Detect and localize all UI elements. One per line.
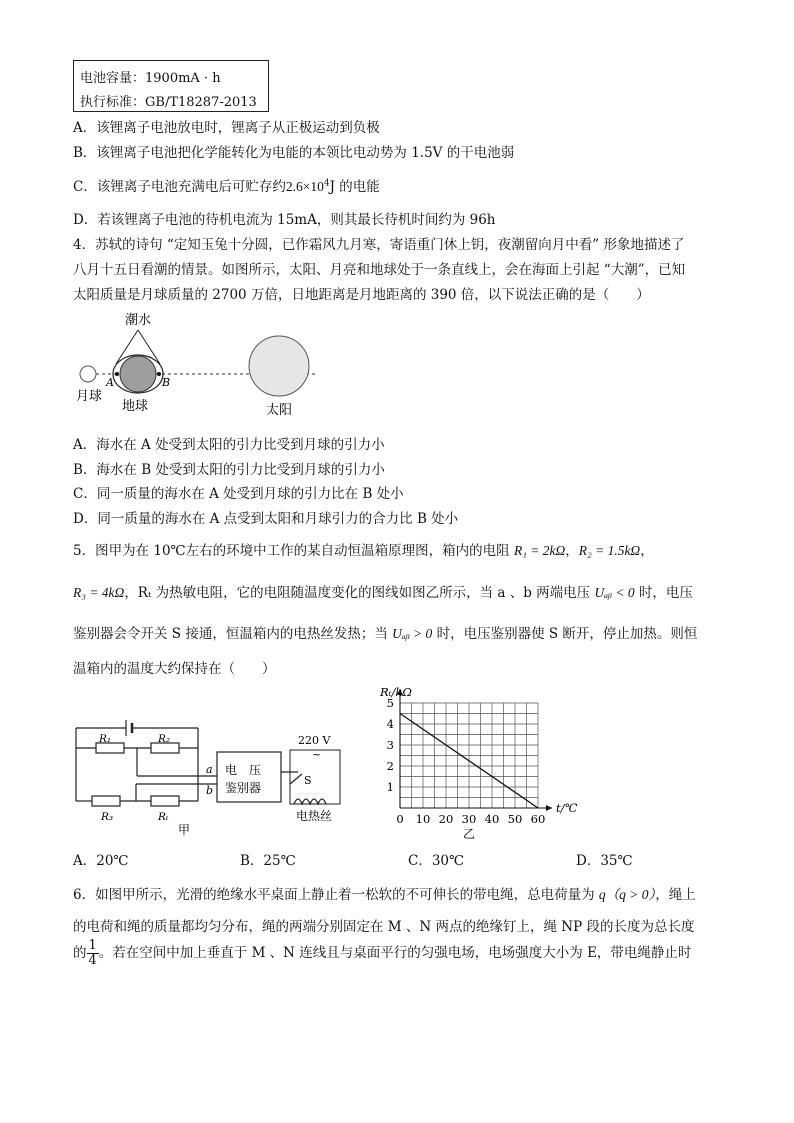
- point-b-label: B: [162, 376, 171, 389]
- heater-coil: [294, 799, 326, 804]
- moon-shape: [80, 366, 96, 382]
- earth-label: 地球: [122, 399, 149, 414]
- r1-label: R₁: [99, 733, 112, 745]
- q6-line3: [73, 939, 691, 968]
- q5-line3-end: 时，电压鉴别器使 S 断开，停止加热。则恒: [432, 626, 698, 642]
- q4-line1: 4．苏轼的诗句 “定知玉兔十分圆，已作霜风九月寒，寄语重门休上钥，夜潮留向月中看” 形象地描述了: [73, 237, 685, 253]
- q6-line1-end: ，绳上: [655, 887, 696, 903]
- discriminator-line1: 电 压: [225, 763, 262, 777]
- q6-charge: q（q > 0）: [598, 887, 656, 902]
- q6-line3-text: 。若在空间中加上垂直于 M 、N 连线且与桌面平行的匀强电场，电场强度大小为 E，带电绳静止时: [98, 945, 692, 961]
- x-tick-label: 40: [484, 812, 500, 826]
- moon-label: 月球: [76, 389, 103, 404]
- q5-uab-pos: Uₐᵦ > 0: [392, 626, 433, 641]
- q5-r3: R₃ = 4kΩ: [73, 585, 125, 600]
- y-tick-label: 5: [386, 696, 394, 710]
- resistor-rt: [151, 796, 179, 806]
- ac-symbol: ~: [312, 748, 322, 761]
- q3-option-c-value: 2.6×10: [285, 179, 324, 194]
- q5-rt-graph: [362, 682, 582, 840]
- q6-line1: [73, 883, 696, 903]
- tide-label: 潮水: [125, 313, 152, 328]
- q6-fraction: [87, 939, 99, 968]
- q5-line1: 5．图甲为在 10℃左右的环境中工作的某自动恒温箱原理图，箱内的电阻 R₁ = 2kΩ，R₂ = 1.5kΩ，: [73, 543, 654, 559]
- r2-label: R₂: [158, 733, 171, 745]
- y-tick-label: 3: [386, 738, 394, 752]
- point-a-label: A: [106, 376, 114, 389]
- q5-line3-text: 鉴别器会令开关 S 接通，恒温箱内的电热丝发热；当: [73, 626, 393, 642]
- q3-option-c-suffix: J 的电能: [329, 179, 380, 195]
- q4-option-a: A．海水在 A 处受到太阳的引力比受到月球的引力小: [73, 437, 385, 453]
- x-tick-label: 50: [507, 812, 523, 826]
- x-axis-arrow: [546, 805, 552, 811]
- q6-frac-den: 4: [88, 953, 97, 968]
- graph-grid: [400, 703, 538, 808]
- q3-option-c-prefix: C．该锂离子电池充满电后可贮存约: [73, 179, 286, 195]
- q4-option-d: D．同一质量的海水在 A 点受到太阳和月球引力的合力比 B 处小: [73, 511, 459, 527]
- switch-label: S: [304, 774, 312, 787]
- rt-label: Rₜ: [158, 811, 169, 823]
- q3-option-c: [73, 175, 380, 195]
- x-tick-label: 20: [438, 812, 454, 826]
- q3-option-c-exp: 4: [323, 178, 330, 189]
- b-label: b: [206, 784, 214, 797]
- battery-capacity: 电池容量：1900mA · h: [80, 71, 221, 86]
- y-tick-label: 4: [386, 717, 394, 731]
- circuit-caption: 甲: [178, 823, 191, 837]
- y-tick-label: 1: [386, 780, 394, 794]
- q4-option-b: B．海水在 B 处受到太阳的引力比受到月球的引力小: [73, 462, 385, 478]
- q5-option-d: D．35℃: [576, 853, 633, 869]
- point-b-dot: [157, 372, 161, 376]
- heater-label: 电热丝: [296, 809, 333, 823]
- q5-line2-end: 时，电压: [634, 585, 693, 601]
- q5-option-b: B．25℃: [240, 853, 296, 869]
- q5-r1: R₁ = 2kΩ: [513, 543, 566, 558]
- q5-line2: [73, 581, 693, 601]
- q5-option-a: A．20℃: [73, 853, 129, 869]
- q4-line3: 太阳质量是月球质量的 2700 万倍，日地距离是月地距离的 390 倍，以下说法正确的是（ ）: [73, 287, 650, 303]
- x-tick-label: 0: [396, 812, 404, 826]
- q5-r2: R₂ = 1.5kΩ: [578, 543, 641, 558]
- q5-line4: 温箱内的温度大约保持在（ ）: [73, 661, 276, 677]
- r3-label: R₃: [101, 811, 114, 823]
- sun-label: 太阳: [266, 403, 293, 418]
- graph-caption: 乙: [463, 827, 476, 840]
- q5-line3: [73, 622, 697, 642]
- q4-option-c: C．同一质量的海水在 A 处受到月球的引力比在 B 处小: [73, 486, 404, 502]
- q3-option-a: A．该锂离子电池放电时，锂离子从正极运动到负极: [73, 120, 380, 136]
- q3-option-b: B．该锂离子电池把化学能转化为电能的本领比电动势为 1.5V 的干电池弱: [73, 145, 515, 161]
- q5-option-c: C．30℃: [408, 853, 465, 869]
- q4-line2: 八月十五日看潮的情景。如图所示，太阳、月亮和地球处于一条直线上，会在海面上引起 “大潮”，已知: [73, 262, 686, 278]
- q3-option-d: D．若该锂离子电池的待机电流为 15mA，则其最长待机时间约为 96h: [73, 212, 496, 228]
- point-a-dot: [115, 372, 119, 376]
- q6-line2: 的电荷和绳的质量都均匀分布，绳的两端分别固定在 M 、N 两点的绝缘钉上，绳 NP 段的长度为总长度: [73, 919, 695, 935]
- q5-line2-text: ，Rₜ 为热敏电阻，它的电阻随温度变化的图线如图乙所示，当 a 、b 两端电压: [124, 585, 595, 601]
- discriminator-line2: 鉴别器: [225, 781, 262, 795]
- battery-label-box: [73, 60, 269, 112]
- q5-line1-text: 5．图甲为在 10℃左右的环境中工作的某自动恒温箱原理图，箱内的电阻: [73, 543, 514, 559]
- switch-s: [290, 774, 302, 784]
- x-tick-label: 10: [415, 812, 431, 826]
- graph-xlabel: t/℃: [556, 801, 578, 815]
- graph-axes: [397, 689, 552, 811]
- resistor-r3: [92, 796, 120, 806]
- y-tick-label: 2: [386, 759, 394, 773]
- graph-ticks: [387, 696, 546, 826]
- q5-circuit-figure: [66, 712, 356, 842]
- q6-frac-num: 1: [88, 938, 97, 953]
- a-label: a: [206, 763, 213, 776]
- earth-shape: [120, 356, 156, 392]
- q6-line3-start: 的: [73, 945, 87, 961]
- voltage-label: 220 V: [298, 734, 331, 747]
- x-tick-label: 30: [461, 812, 477, 826]
- sun-shape: [249, 336, 309, 396]
- q4-figure: [72, 306, 322, 422]
- x-tick-label: 60: [530, 812, 546, 826]
- q5-uab-neg: Uₐᵦ < 0: [594, 585, 635, 600]
- graph-ylabel: Rₜ/kΩ: [380, 685, 412, 699]
- battery-standard: 执行标准：GB/T18287-2013: [80, 95, 257, 110]
- q6-line1-text: 6．如图甲所示，光滑的绝缘水平桌面上静止着一松软的不可伸长的带电绳，总电荷量为: [73, 887, 599, 903]
